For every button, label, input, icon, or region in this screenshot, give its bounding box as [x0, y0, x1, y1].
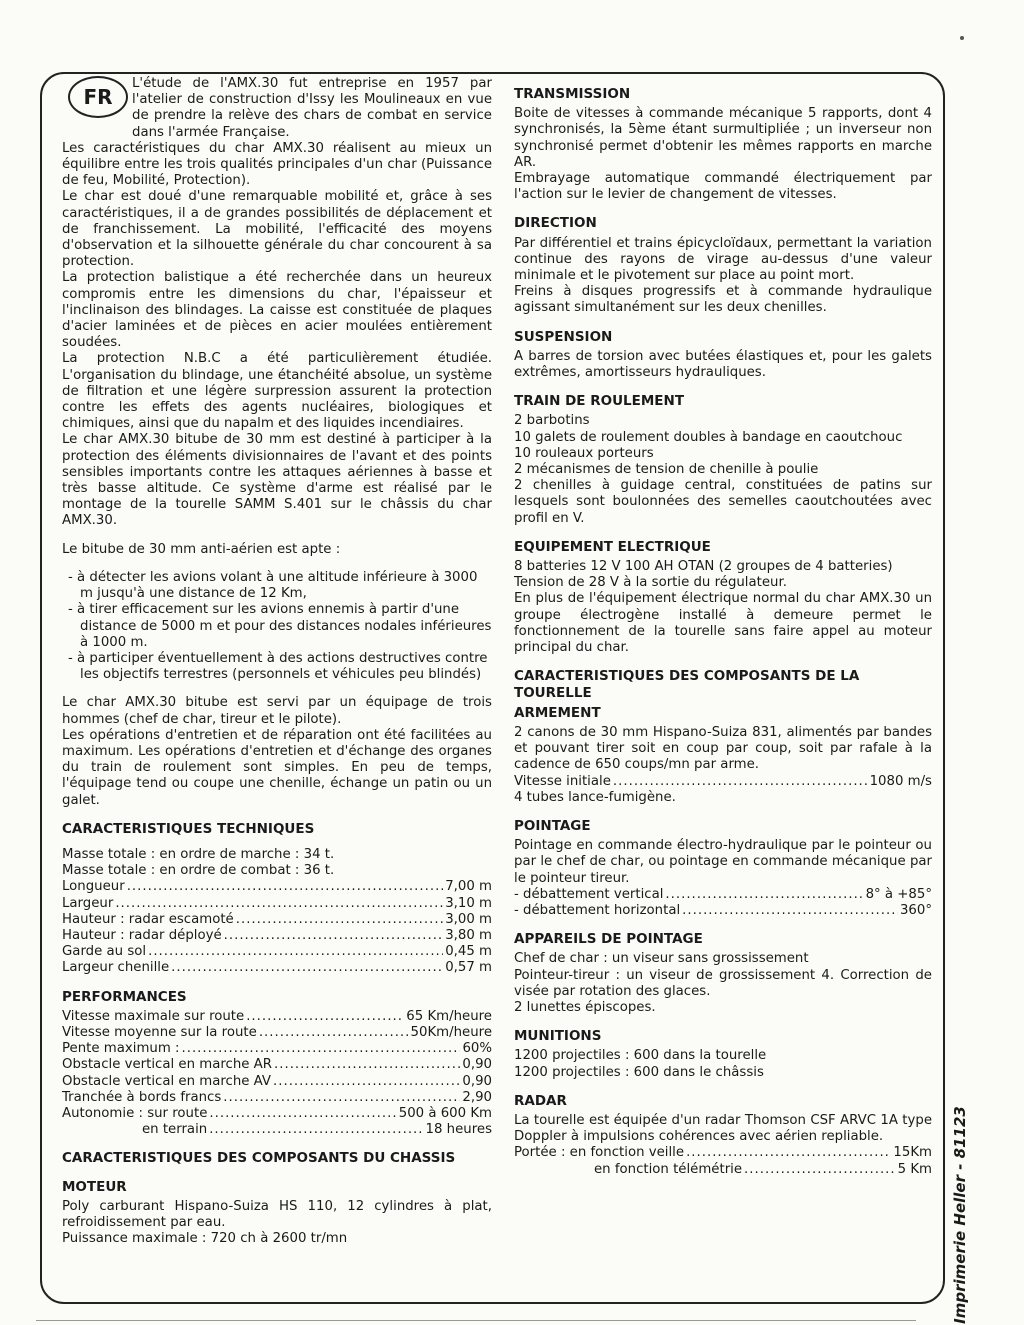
- moteur-title: MOTEUR: [62, 1178, 127, 1195]
- tech-title: CARACTERISTIQUES TECHNIQUES: [62, 820, 315, 837]
- radar-text: La tourelle est équipée d'un radar Thomson CSF ARVC 1A type Doppler à impulsions cohérences avec aérien repliable.: [514, 1112, 932, 1145]
- perf-row: Obstacle vertical en marche AR ..... 0,90: [62, 1057, 492, 1073]
- direction-title: DIRECTION: [514, 215, 597, 232]
- transmission-text: Embrayage automatique commandé électriquement par l'action sur le levier de changement de vitesses.: [514, 171, 932, 203]
- bottom-rule: [36, 1320, 916, 1321]
- list-item: - à participer éventuellement à des actions destructives contre les objectifs terrestres (personnels et véhicules peu blindés): [68, 650, 488, 683]
- appareils-line: 2 lunettes épiscopes.: [514, 999, 656, 1015]
- moteur-line: Poly carburant Hispano-Suiza HS 110, 12 cylindres à plat, refroidissement par eau.: [62, 1198, 492, 1230]
- apte-intro: Le bitube de 30 mm anti-aérien est apte :: [62, 541, 341, 557]
- train-title: TRAIN DE ROULEMENT: [514, 393, 685, 410]
- tourelle-title: CARACTERISTIQUES DES COMPOSANTS DE LA TOURELLE: [514, 668, 860, 701]
- direction-text: Freins à disques progressifs et à commande hydraulique agissant simultanément sur les deux chenilles.: [514, 284, 932, 316]
- armement-title: ARMEMENT: [514, 704, 601, 721]
- list-item: - à tirer efficacement sur les avions ennemis à partir d'une distance de 5000 m et pour des distances nodales inférieures à 1000 m.: [68, 602, 492, 650]
- perf-row: Tranchée à bords francs ..... 2,90: [62, 1090, 492, 1106]
- intro-paragraph: Les caractéristiques du char AMX.30 réalisent au mieux un équilibre entre les trois qualités principales d'un char (Puissance de feu, Mobilité, Protection).: [62, 140, 492, 189]
- suspension-text: A barres de torsion avec butées élastiques et, pour les galets extrêmes, amortisseurs hydrauliques.: [514, 348, 932, 381]
- list-item: - à détecter les avions volant à une altitude inférieure à 3000 m jusqu'à une distance de 12 Km,: [68, 569, 478, 602]
- spec-row: Vitesse initiale ..... 1080 m/s: [514, 774, 932, 790]
- intro-paragraph: L'étude de l'AMX.30 fut entreprise en 1957 par l'atelier de construction d'Issy les Moulineaux en vue de prendre la relève des chars de combat en service dans l'armée Française.: [132, 76, 492, 140]
- moteur-line: Puissance maximale : 720 ch à 2600 tr/mn: [62, 1231, 348, 1247]
- printer-label: Imprimerie Heller - 81123: [950, 1106, 969, 1324]
- spec-row: Largeur ..... 3,10 m: [62, 896, 492, 912]
- radar-title: RADAR: [514, 1092, 567, 1109]
- perf-row: Vitesse maximale sur route ..... 65 Km/heure: [62, 1009, 492, 1025]
- apte-list: [62, 570, 492, 683]
- spec-row: Garde au sol ..... 0,45 m: [62, 944, 492, 960]
- appareils-title: APPAREILS DE POINTAGE: [514, 931, 703, 948]
- intro-paragraph: Le char AMX.30 bitube de 30 mm est destiné à participer à la protection des éléments divisionnaires de l'avant et des points sensibles importants contre les attaques aériennes à basse et très basse altitude. Ce système d'arme est réalisé par le montage de la tourelle SAMM S.401 sur le châssis du char AMX.30.: [62, 432, 492, 529]
- appareils-line: Pointeur-tireur : un viseur de grossissement 4. Correction de visée par rotation des glaces.: [514, 967, 932, 999]
- pointage-text: Pointage en commande électro-hydraulique par le pointeur ou par le chef de char, ou pointage en commande mécanique par le pointeur tireur.: [514, 838, 932, 886]
- train-line: 2 mécanismes de tension de chenille à poulie: [514, 462, 819, 478]
- elec-line: En plus de l'équipement électrique normal du char AMX.30 un groupe électrogène installé à demeure permet le fonctionnement de la tourelle sans faire appel au moteur principal du char.: [514, 591, 932, 656]
- suspension-title: SUSPENSION: [514, 328, 613, 345]
- elec-title: EQUIPEMENT ELECTRIQUE: [514, 538, 711, 555]
- appareils-line: Chef de char : un viseur sans grossissement: [514, 951, 809, 967]
- spec-row: Largeur chenille ..... 0,57 m: [62, 960, 492, 976]
- spec-row: Hauteur : radar escamoté ..... 3,00 m: [62, 912, 492, 928]
- intro-paragraph: La protection N.B.C a été particulièrement étudiée. L'organisation du blindage, une étanchéité absolue, un système de filtration et une légère surpression assurent la protection contre les effets des agents nucléaires, biologiques et chimiques, ainsi que du napalm et des liquides incendiaires.: [62, 351, 492, 432]
- perf-row: Vitesse moyenne sur la route ..... 50Km/heure: [62, 1025, 492, 1041]
- mass-line: Masse totale : en ordre de combat : 36 t.: [62, 863, 335, 879]
- intro-paragraph: Le char est doué d'une remarquable mobilité et, grâce à ses caractéristiques, il a de grandes possibilités de déplacement et de franchissement. La mobilité, l'efficacité des moyens d'observation et la silhouette générale du char concourent à sa protection.: [62, 189, 492, 270]
- intro-paragraph: La protection balistique a été recherchée dans un heureux compromis entre les dimensions du char, l'épaisseur et l'inclinaison des blindages. La caisse est constituée de plaques d'acier laminées et de pièces en acier moulées entièrement soudées.: [62, 270, 492, 351]
- spec-row: Longueur ..... 7,00 m: [62, 879, 492, 895]
- train-line: 2 chenilles à guidage central, constituées de patins sur lesquels sont boulonnées des semelles caoutchoutées avec profil en V.: [514, 478, 932, 526]
- perf-row: Autonomie : sur route ..... 500 à 600 Km: [62, 1106, 492, 1122]
- left-column: [62, 76, 492, 1247]
- elec-line: 8 batteries 12 V 100 AH OTAN (2 groupes de 4 batteries): [514, 559, 893, 575]
- transmission-title: TRANSMISSION: [514, 86, 631, 102]
- munitions-title: MUNITIONS: [514, 1028, 602, 1045]
- spec-row: - débattement vertical ..... 8° à +85°: [514, 887, 932, 903]
- language-badge: FR: [68, 76, 128, 118]
- armement-text: 2 canons de 30 mm Hispano-Suiza 831, alimentés par bandes et pouvant tirer soit en coup par coup, soit par rafale à la cadence de 650 coups/mn par arme.: [514, 724, 932, 773]
- spec-row: - débattement horizontal ..... 360°: [514, 903, 932, 919]
- elec-line: Tension de 28 V à la sortie du régulateur.: [514, 575, 787, 591]
- crew-paragraph: Le char AMX.30 bitube est servi par un équipage de trois hommes (chef de char, tireur et le pilote).: [62, 695, 492, 727]
- right-column: [514, 86, 932, 1178]
- direction-text: Par différentiel et trains épicycloïdaux, permettant la variation continue des rayons de virage au-dessus d'une valeur minimale et le pivotement sur place au point mort.: [514, 235, 932, 284]
- mass-line: Masse totale : en ordre de marche : 34 t.: [62, 846, 335, 862]
- train-line: 10 rouleaux porteurs: [514, 445, 654, 461]
- crew-paragraph: Les opérations d'entretien et de réparation ont été facilitées au maximum. Les opérations d'entretien et d'échange des organes du train de roulement sont simples. En peu de temps, l'équipage tend ou coupe une chenille, échange un patin ou un galet.: [62, 727, 492, 808]
- munitions-line: 1200 projectiles : 600 dans la tourelle: [514, 1048, 767, 1064]
- speck: [960, 36, 964, 40]
- chassis-title: CARACTERISTIQUES DES COMPOSANTS DU CHASSIS: [62, 1150, 456, 1167]
- spec-row: en fonction télémétrie ..... 5 Km: [514, 1162, 932, 1178]
- spec-row: Portée : en fonction veille ..... 15Km: [514, 1145, 932, 1161]
- train-line: 10 galets de roulement doubles à bandage en caoutchouc: [514, 429, 903, 445]
- perf-row: Pente maximum : ..... 60%: [62, 1041, 492, 1057]
- train-line: 2 barbotins: [514, 413, 590, 429]
- transmission-text: Boite de vitesses à commande mécanique 5 rapports, dont 4 synchronisés, la 5ème étant surmultipliée ; un inverseur non synchronisé permet d'obtenir les mêmes rapports en marche AR.: [514, 106, 932, 170]
- spec-row: Hauteur : radar déployé ..... 3,80 m: [62, 928, 492, 944]
- pointage-title: POINTAGE: [514, 817, 591, 834]
- munitions-line: 1200 projectiles : 600 dans le châssis: [514, 1064, 764, 1080]
- tubes-line: 4 tubes lance-fumigène.: [514, 789, 676, 805]
- perf-title: PERFORMANCES: [62, 988, 187, 1005]
- perf-row: en terrain ..... 18 heures: [62, 1122, 492, 1138]
- perf-row: Obstacle vertical en marche AV ..... 0,90: [62, 1074, 492, 1090]
